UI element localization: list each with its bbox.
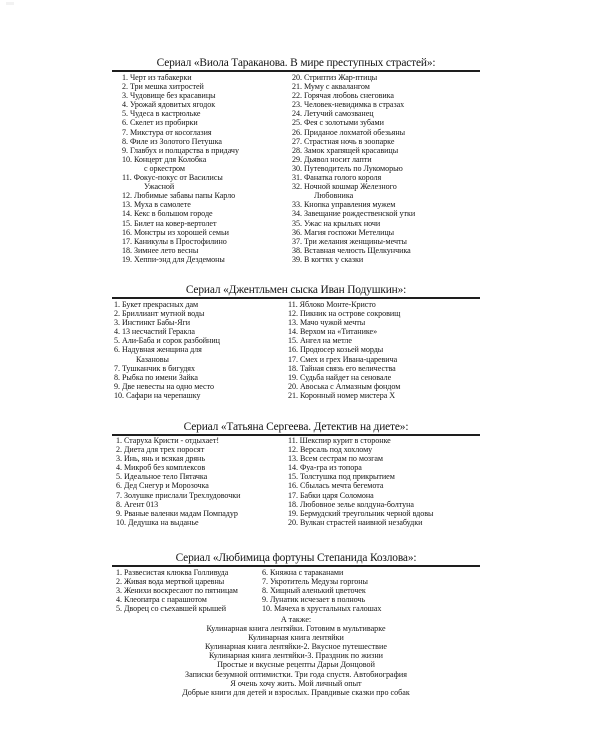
book-title: 33. Кнопка управления мужем [292,200,396,210]
series-underline [112,565,480,567]
series-title: Сериал «Любимица фортуны Степанида Козлова»: [175,552,417,564]
book-title: 28. Замок храпящей красавицы [292,145,399,155]
book-title: 11. Фокус-покус от Василисы [122,173,223,183]
book-title: 10. Сафари на черепашку [114,390,201,400]
left-column [116,436,288,527]
book-title: 16. Монстры из хорошей семьи [122,227,229,237]
left-column [122,73,294,264]
also-book-title: Простые и вкусные рецепты Дарьи Донцовой [217,660,375,670]
scan-mark [6,2,14,5]
book-title: 9. Главбух и полцарства в придачу [122,145,239,155]
book-title: 9. Две невесты на одно место [114,381,214,391]
series-underline [112,70,480,72]
series-title: Сериал «Татьяна Сергеева. Детектив на диете»: [183,421,409,433]
book-title: 6. Княжна с тараканами [262,568,344,577]
also-list [112,615,480,697]
series-tatyana-sergeeva [112,421,480,527]
book-title: 11. Шекспир курит в сторонке [288,436,391,445]
book-title-continuation: с оркестром [144,163,185,173]
book-title: 13. Всем сестрам по мозгам [288,454,383,464]
book-title: 3. Инь, янь и всякая дрянь [116,454,205,464]
series-underline [112,297,480,299]
book-title: 13. Муха в самолете [122,200,191,210]
also-heading: А также: [280,615,312,624]
book-title: 4. Микроб без комплексов [116,463,206,473]
book-title: 34. Завещание рождественской утки [292,209,416,219]
book-title: 5. Али-Баба и сорок разбойниц [114,336,220,346]
book-title: 3. Женихи воскресают по пятницам [116,586,238,596]
book-title: 16. Сбылась мечта бегемота [288,481,384,491]
book-title: 18. Тайная связь его величества [288,363,396,373]
book-title: 6. Надувная женщина для [114,345,202,355]
book-title: 10. Дедушка на выданье [116,517,199,527]
book-title: 7. Укротитель Медузы горгоны [262,577,368,587]
also-book-title: Кулинарная книга лентяйки. Готовим в мультиварке [206,624,386,634]
book-title: 1. Черт из табакерки [122,73,192,82]
book-title-continuation: Любовника [314,191,354,201]
book-title: 26. Приданое лохматой обезьяны [292,127,406,137]
book-title: 36. Магия госпожи Метелицы [292,227,395,237]
book-title: 8. Рыбка по имени Зайка [114,372,198,382]
book-title: 5. Чудеса в кастрюльке [122,109,201,119]
book-title: 15. Ангел на метле [288,336,352,346]
series-stepanida-kozlova [112,552,480,614]
also-book-title: Кулинарная книга лентяйки [248,633,344,643]
book-title: 1. Развесистая клюква Голливуда [116,568,229,577]
book-title: 20. Авоська с Алмазным фондом [288,381,401,391]
book-title: 17. Бабки царя Соломона [288,490,374,500]
book-title: 5. Идеальное тело Пятачка [116,472,208,482]
book-title: 21. Коронный номер мистера Х [288,390,396,400]
book-title: 2. Живая вода мертвой царевны [116,577,225,587]
book-title: 1. Букет прекрасных дам [114,300,199,309]
book-title: 20. Вулкан страстей наивной незабудки [288,517,423,527]
book-title: 9. Рваные валенки мадам Помпадур [116,508,238,518]
book-title: 39. В когтях у сказки [292,254,364,264]
book-title: 2. Три мешка хитростей [122,82,204,92]
book-title: 8. Агент 013 [116,499,159,509]
book-title: 13. Мачо чужой мечты [288,318,366,328]
book-title: 7. Микстура от косоглазия [122,127,212,137]
book-title: 5. Дворец со съехавшей крышей [116,604,227,614]
book-title: 3. Инстинкт Бабы-Яги [114,318,190,328]
book-title: 4. Урожай ядовитых ягодок [122,100,216,110]
book-title: 19. Судьба найдет на сеновале [288,372,392,382]
book-title: 17. Каникулы в Простофилино [122,236,227,246]
book-title: 15. Толстушка под прикрытием [288,472,395,482]
right-column [262,568,480,613]
book-title: 17. Смех и грех Ивана-царевича [288,354,398,364]
book-title: 12. Пикник на острове сокровищ [288,309,401,319]
series-ivan-podushkin [112,284,480,400]
series-title: Сериал «Виола Тараканова. В мире преступных страстей»: [156,57,436,69]
book-title: 10. Мачеха в хрустальных галошах [262,604,382,614]
book-title: 14. Кекс в большом городе [122,209,213,219]
book-title: 23. Человек-невидимка в стразах [292,100,405,110]
also-book-title: Добрые книги для детей и взрослых. Правдивые сказки про собак [182,687,410,697]
book-title: 18. Зимнее лето весны [122,245,199,255]
book-title: 29. Дьявол носит лапти [292,154,372,164]
book-title: 38. Вставная челюсть Щелкунчика [292,245,411,255]
right-column [292,73,480,264]
right-column [288,436,480,527]
book-title: 3. Чудовище без красавицы [122,91,216,101]
book-title: 30. Путеводитель по Лукоморью [292,163,403,173]
book-title: 4. 13 несчастий Геракла [114,327,195,337]
book-title-continuation: Ужасной [144,182,175,192]
also-book-title: Кулинарная книга лентяйки-3. Праздник по жизни [209,651,383,661]
book-title: 4. Клеопатра с парашютом [116,595,207,605]
book-title: 35. Ужас на крыльях ночи [292,218,381,228]
book-title: 19. Бермудский треугольник черной вдовы [288,508,434,518]
book-title: 22. Горячая любовь снеговика [292,91,394,101]
book-title: 12. Любимые забавы папы Карло [122,191,236,201]
book-title: 16. Продюсер козьей морды [288,345,384,355]
book-title-continuation: Казановы [136,354,169,364]
book-title: 8. Хищный аленький цветочек [262,586,366,596]
right-column [288,300,480,400]
book-title: 14. Фуа-гра из топора [288,463,362,473]
also-book-title: Записки безумной оптимистки. Три года спустя. Автобиография [185,669,407,679]
book-title: 8. Филе из Золотого Петушка [122,136,222,146]
book-title: 12. Версаль под хохлому [288,445,373,455]
book-title: 9. Лунатик исчезает в полночь [262,595,366,605]
book-title: 6. Скелет из пробирки [122,118,198,128]
left-column [114,300,286,400]
book-title: 1. Старуха Кристи - отдыхает! [116,436,219,445]
book-title: 31. Фанатка голого короля [292,173,382,183]
book-title: 7. Тушканчик в бигудях [114,363,195,373]
book-title: 25. Фея с золотыми зубами [292,118,384,128]
also-book-title: Я очень хочу жить. Мой личный опыт [230,678,362,688]
book-title: 6. Дед Снегур и Морозочка [116,481,209,491]
book-title: 2. Бриллиант мутной воды [114,309,205,319]
book-title: 24. Летучий самозванец [292,109,374,119]
book-title: 21. Муму с аквалангом [292,82,370,92]
book-title: 10. Концерт для Колобка [122,154,207,164]
book-title: 20. Стриптиз Жар-птицы [292,73,378,82]
book-title: 19. Хеппи-энд для Дездемоны [122,254,225,264]
book-title: 7. Золушке прислали Трехлудовочки [116,490,241,500]
book-title: 37. Три желания женщины-мечты [292,236,407,246]
series-viola-tarakanova [112,57,480,264]
book-title: 14. Верхом на «Титанике» [288,327,378,337]
book-title: 18. Любовное зелье колдуна-болтуна [288,499,414,509]
book-title: 15. Билет на ковер-вертолет [122,218,217,228]
series-title: Сериал «Джентльмен сыска Иван Подушкин»: [185,284,407,296]
book-title: 2. Диета для трех поросят [116,445,205,455]
book-title: 32. Ночной кошмар Железного [292,182,397,192]
book-title: 27. Страстная ночь в зоопарке [292,136,395,146]
book-title: 11. Яблоко Монте-Кристо [288,300,376,309]
also-book-title: Кулинарная книга лентяйки-2. Вкусное путешествие [205,642,387,652]
